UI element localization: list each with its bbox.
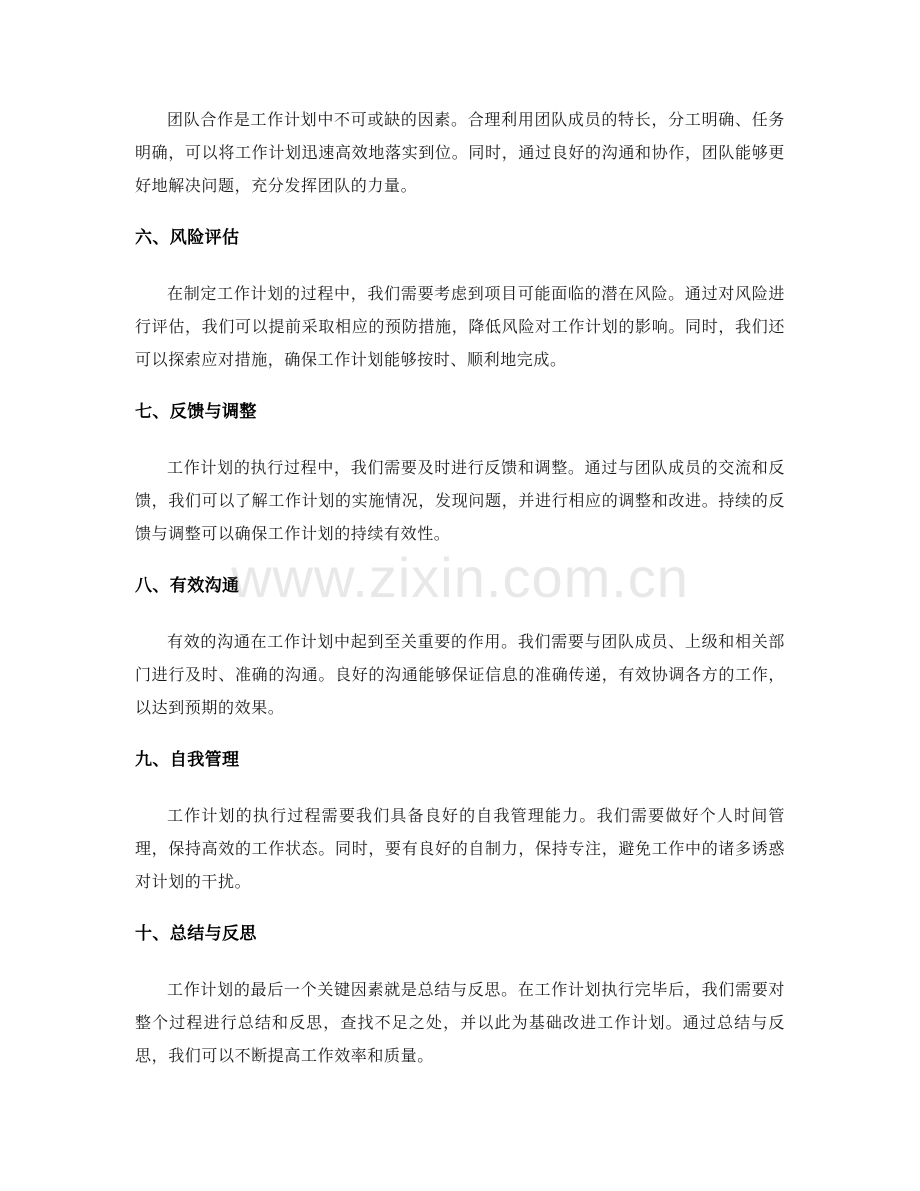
- section-paragraph-self-management: 工作计划的执行过程需要我们具备良好的自我管理能力。我们需要做好个人时间管理，保持高效的工作状态。同时，要有良好的自制力，保持专注，避免工作中的诸多诱惑对计划的干扰。: [135, 806, 785, 891]
- section-heading-self-management: 九、自我管理: [135, 750, 240, 770]
- section-paragraph-summary-reflection: 工作计划的最后一个关键因素就是总结与反思。在工作计划执行完毕后，我们需要对整个过程进行总结和反思，查找不足之处，并以此为基础改进工作计划。通过总结与反思，我们可以不断提高工作效率和质量。: [135, 980, 785, 1065]
- document-body: [135, 103, 785, 1072]
- section-heading-feedback-adjustment: 七、反馈与调整: [135, 402, 257, 422]
- section-heading-effective-communication: 八、有效沟通: [135, 576, 240, 596]
- section-paragraph-risk-assessment: 在制定工作计划的过程中，我们需要考虑到项目可能面临的潜在风险。通过对风险进行评估，我们可以提前采取相应的预防措施，降低风险对工作计划的影响。同时，我们还可以探索应对措施，确保工作计划能够按时、顺利地完成。: [135, 284, 785, 369]
- section-heading-summary-reflection: 十、总结与反思: [135, 924, 257, 944]
- intro-paragraph: 团队合作是工作计划中不可或缺的因素。合理利用团队成员的特长，分工明确、任务明确，可以将工作计划迅速高效地落实到位。同时，通过良好的沟通和协作，团队能够更好地解决问题，充分发挥团队的力量。: [135, 110, 785, 195]
- section-paragraph-effective-communication: 有效的沟通在工作计划中起到至关重要的作用。我们需要与团队成员、上级和相关部门进行及时、准确的沟通。良好的沟通能够保证信息的准确传递，有效协调各方的工作，以达到预期的效果。: [135, 632, 785, 717]
- watermark-text: www.zixin.com.cn: [231, 546, 689, 609]
- section-heading-risk-assessment: 六、风险评估: [135, 228, 240, 248]
- section-paragraph-feedback-adjustment: 工作计划的执行过程中，我们需要及时进行反馈和调整。通过与团队成员的交流和反馈，我们可以了解工作计划的实施情况，发现问题，并进行相应的调整和改进。持续的反馈与调整可以确保工作计划的持续有效性。: [135, 458, 785, 543]
